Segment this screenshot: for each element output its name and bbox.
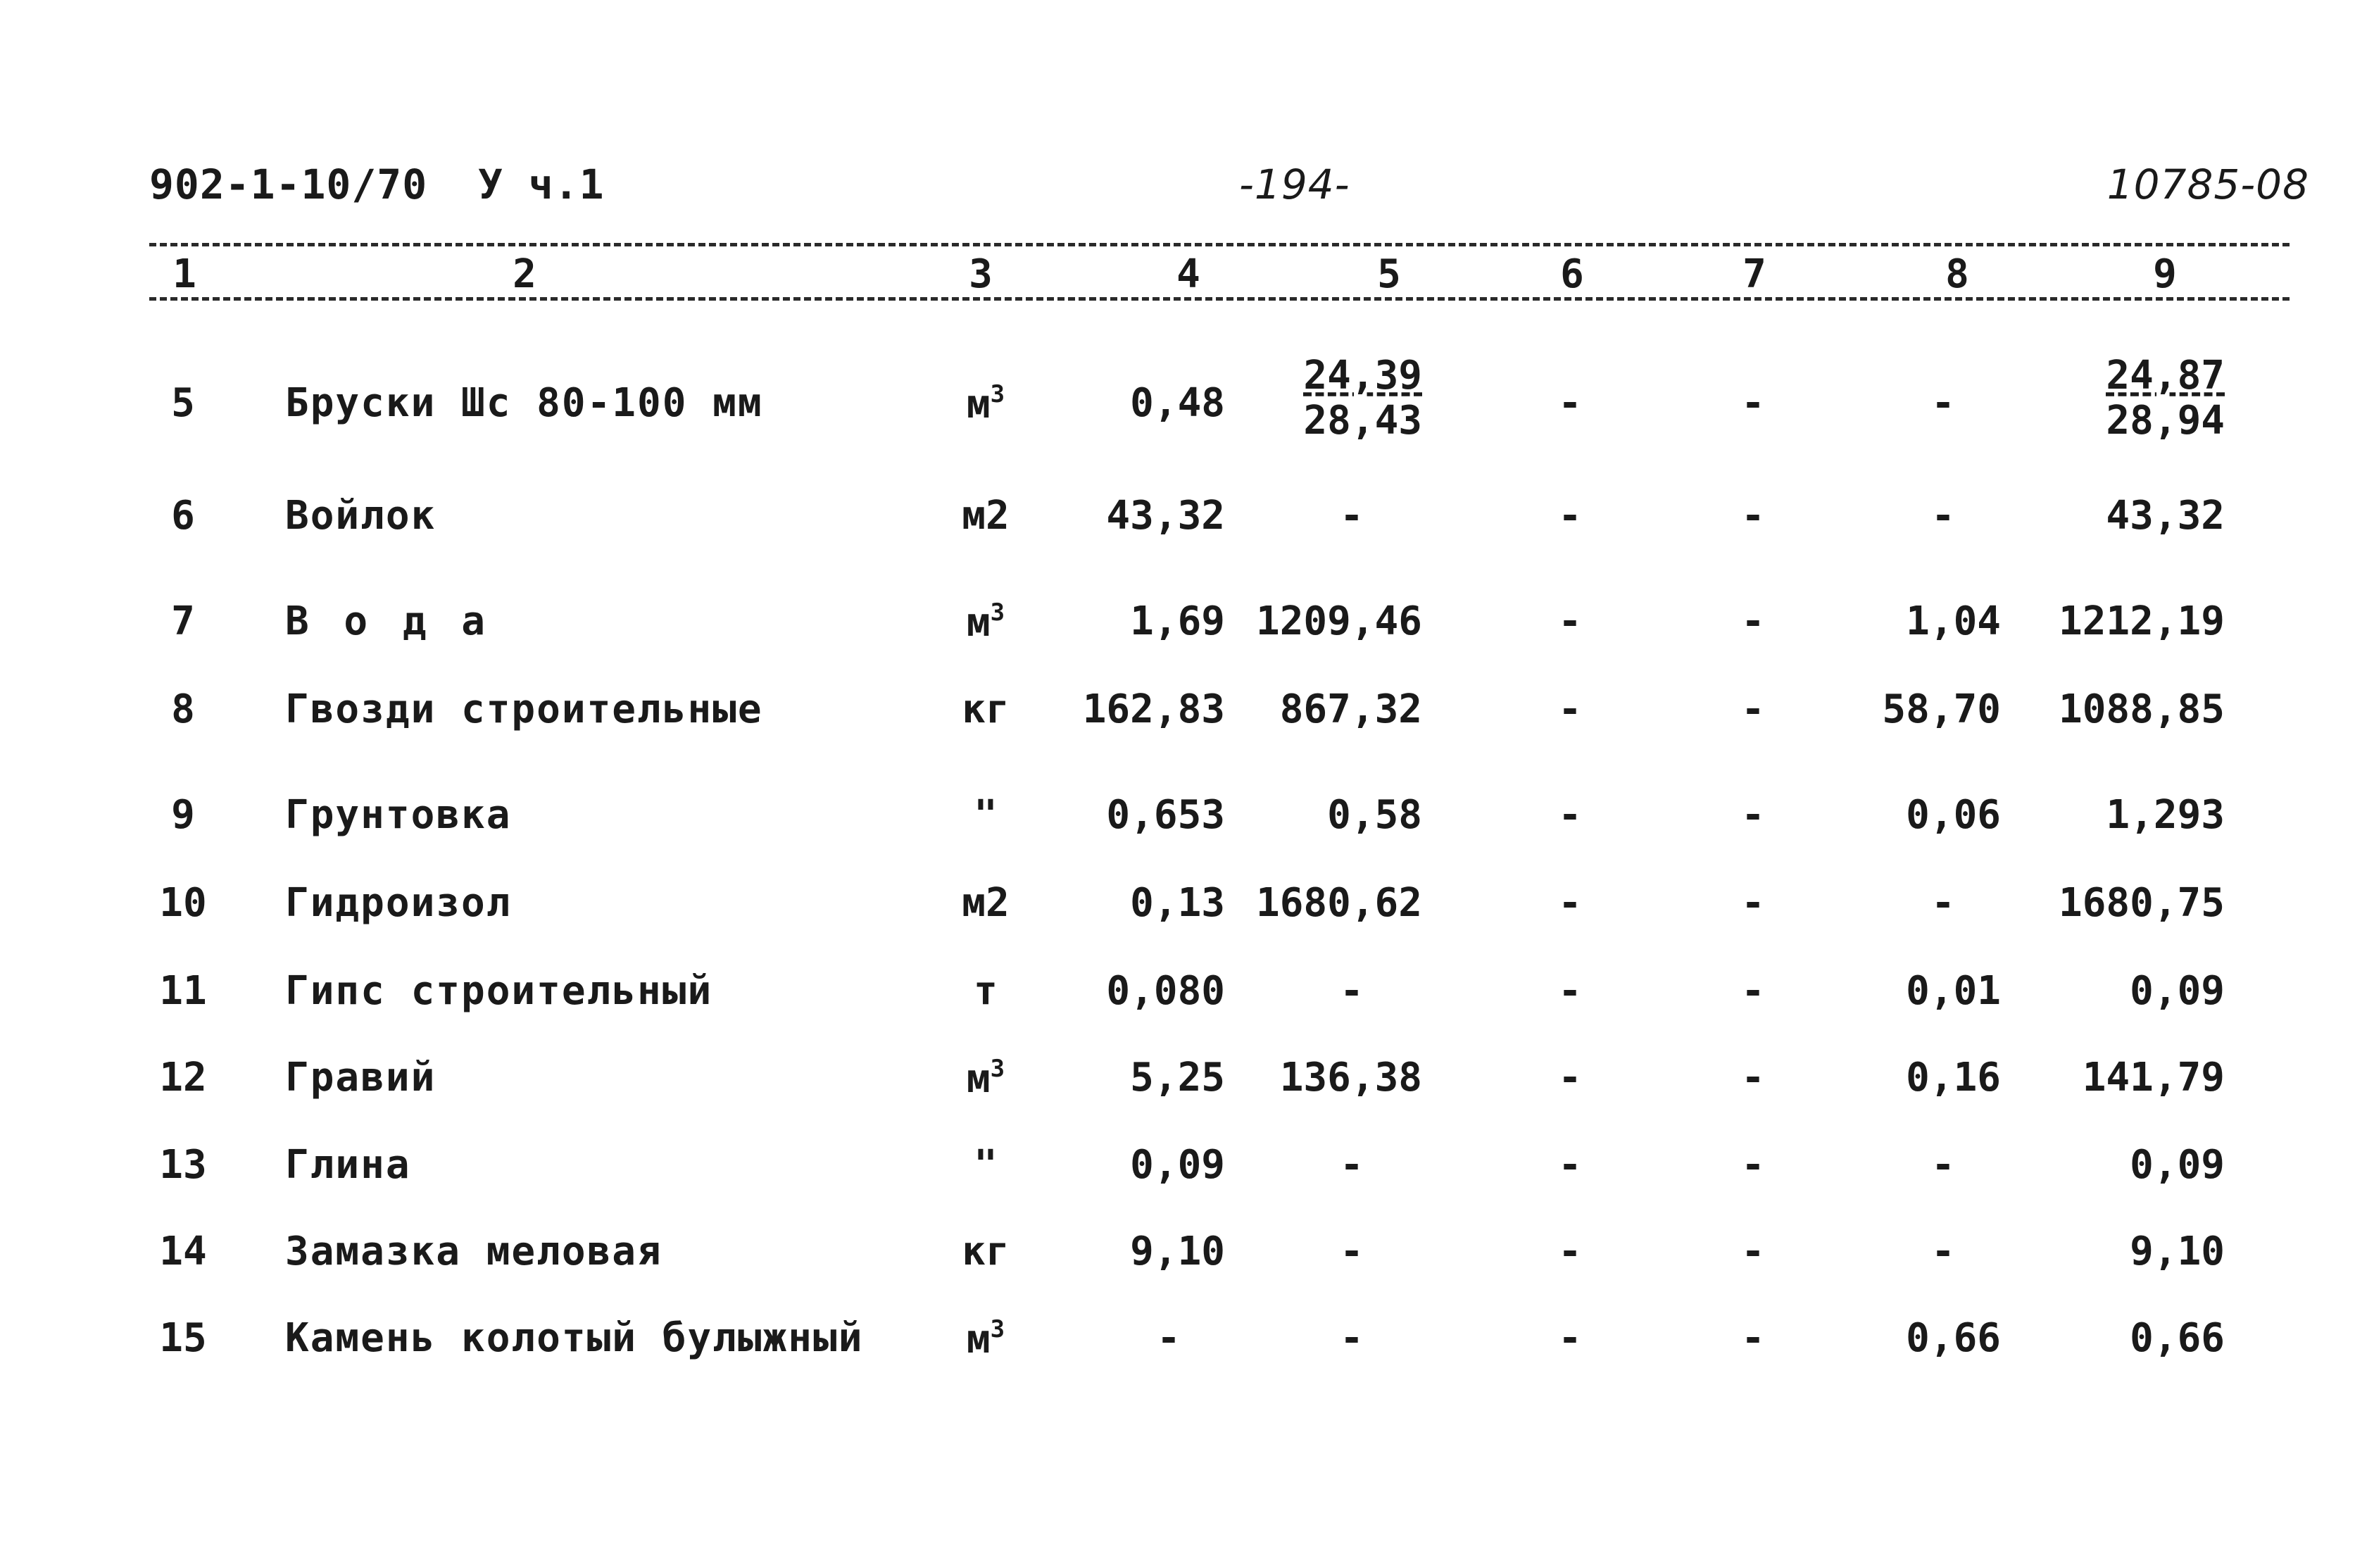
table-row (0, 493, 2374, 563)
material-name: Гипс строительный (285, 968, 713, 1014)
col9-value: 0,09 (2130, 1142, 2225, 1188)
material-name: Камень колотый булыжный (285, 1315, 864, 1361)
page-number: -194- (1239, 161, 1350, 208)
col8-value: 0,01 (1906, 968, 2001, 1014)
row-number: 15 (159, 1315, 207, 1361)
col7-value: - (1741, 792, 1765, 838)
col7-value: - (1741, 880, 1765, 926)
row-number: 14 (159, 1229, 207, 1274)
unit: " (974, 1142, 998, 1188)
unit: кг (962, 686, 1010, 732)
document-code (149, 161, 605, 208)
col9-value: 1088,85 (2058, 686, 2225, 732)
unit (954, 1055, 1017, 1102)
col4-value: 0,48 (1130, 380, 1225, 426)
table-row (0, 353, 2374, 444)
col5-value: 1680,62 (1255, 880, 1422, 926)
col9-value: 1212,19 (2058, 598, 2225, 644)
col4-value: 43,32 (1106, 493, 1225, 539)
col4-value: 1,69 (1130, 598, 1225, 644)
col7-value: - (1741, 380, 1765, 426)
row-number: 10 (159, 880, 207, 926)
col6-value: - (1558, 493, 1582, 539)
table-row (0, 686, 2374, 757)
col7-value: - (1741, 1229, 1765, 1274)
row-number: 5 (171, 380, 195, 426)
col6-value: - (1558, 1142, 1582, 1188)
col5-value: 867,32 (1279, 686, 1422, 732)
col4-value: 9,10 (1130, 1229, 1225, 1274)
unit-base: м (966, 600, 991, 646)
table-row (0, 1142, 2374, 1212)
table-header-rule (149, 297, 2290, 301)
col9-fraction (2106, 353, 2225, 444)
col9-value: 9,10 (2130, 1229, 2225, 1274)
col5-value: - (1340, 493, 1364, 539)
material-name: Гравий (285, 1055, 437, 1100)
table-row (0, 598, 2374, 669)
column-number-7: 7 (1742, 251, 1766, 297)
material-name: Замазка меловая (285, 1229, 662, 1274)
material-name: В о д а (285, 598, 491, 644)
column-number-3: 3 (969, 251, 993, 297)
col5-fraction (1303, 353, 1422, 444)
col4-value: 0,080 (1106, 968, 1225, 1014)
fraction-bottom: 28,43 (1303, 398, 1422, 444)
material-name: Глина (285, 1142, 411, 1188)
col7-value: - (1741, 1142, 1765, 1188)
table-row (0, 1229, 2374, 1299)
row-number: 13 (159, 1142, 207, 1188)
col6-value: - (1558, 380, 1582, 426)
col6-value: - (1558, 968, 1582, 1014)
col6-value: - (1558, 1315, 1582, 1361)
row-number: 11 (159, 968, 207, 1014)
col5-value: - (1340, 1142, 1364, 1188)
unit-base: м (966, 382, 991, 427)
col5-value: 1209,46 (1255, 598, 1422, 644)
unit: " (974, 792, 998, 838)
unit-base: м (966, 1056, 991, 1102)
fraction-bottom: 28,94 (2106, 398, 2225, 444)
col6-value: - (1558, 880, 1582, 926)
col4-value: 162,83 (1082, 686, 1225, 732)
doc-part: У ч.1 (477, 161, 605, 208)
col4-value: 0,653 (1106, 792, 1225, 838)
col4-value: 0,09 (1130, 1142, 1225, 1188)
column-number-5: 5 (1377, 251, 1401, 297)
table-row (0, 1055, 2374, 1125)
col8-value: 0,16 (1906, 1055, 2001, 1100)
column-number-8: 8 (1945, 251, 1969, 297)
row-number: 12 (159, 1055, 207, 1100)
col7-value: - (1741, 493, 1765, 539)
col8-value: - (1931, 493, 1955, 539)
col8-value: - (1931, 380, 1955, 426)
row-number: 7 (171, 598, 195, 644)
unit-base: м (966, 1317, 991, 1362)
material-name: Грунтовка (285, 792, 512, 838)
row-number: 6 (171, 493, 195, 539)
column-number-9: 9 (2153, 251, 2177, 297)
col6-value: - (1558, 598, 1582, 644)
fraction-top: 24,39 (1303, 353, 1422, 399)
unit-superscript: 3 (990, 380, 1005, 408)
col9-value: 0,66 (2130, 1315, 2225, 1361)
unit-superscript: 3 (990, 1315, 1005, 1343)
col9-value: 0,09 (2130, 968, 2225, 1014)
col8-value: 1,04 (1906, 598, 2001, 644)
archive-code: 10785-08 (2106, 161, 2309, 208)
col4-value: 0,13 (1130, 880, 1225, 926)
doc-code: 902-1-10/70 (149, 161, 428, 208)
col6-value: - (1558, 792, 1582, 838)
column-number-6: 6 (1560, 251, 1584, 297)
col9-value: 1680,75 (2058, 880, 2225, 926)
unit: м2 (962, 493, 1010, 539)
col8-value: 58,70 (1882, 686, 2001, 732)
col7-value: - (1741, 1055, 1765, 1100)
row-number: 8 (171, 686, 195, 732)
col5-value: - (1340, 1315, 1364, 1361)
col7-value: - (1741, 968, 1765, 1014)
table-row (0, 792, 2374, 863)
col7-value: - (1741, 1315, 1765, 1361)
unit: т (974, 968, 998, 1014)
row-number: 9 (171, 792, 195, 838)
col4-value: 5,25 (1130, 1055, 1225, 1100)
unit: кг (962, 1229, 1010, 1274)
column-number-2: 2 (513, 251, 536, 297)
col6-value: - (1558, 1055, 1582, 1100)
table-row (0, 880, 2374, 951)
col5-value: 136,38 (1279, 1055, 1422, 1100)
col7-value: - (1741, 686, 1765, 732)
col9-value: 141,79 (2082, 1055, 2225, 1100)
material-name: Войлок (285, 493, 437, 539)
col8-value: - (1931, 1142, 1955, 1188)
column-number-4: 4 (1176, 251, 1200, 297)
unit (954, 1315, 1017, 1362)
unit (954, 598, 1017, 646)
column-number-1: 1 (172, 251, 196, 297)
col5-value: 0,58 (1327, 792, 1422, 838)
material-name: Гвозди строительные (285, 686, 763, 732)
unit (954, 380, 1017, 427)
col9-value: 1,293 (2106, 792, 2225, 838)
col5-value: - (1340, 968, 1364, 1014)
col8-value: 0,06 (1906, 792, 2001, 838)
col7-value: - (1741, 598, 1765, 644)
unit-superscript: 3 (990, 1055, 1005, 1083)
col6-value: - (1558, 686, 1582, 732)
col9-value: 43,32 (2106, 493, 2225, 539)
col5-value: - (1340, 1229, 1364, 1274)
col8-value: 0,66 (1906, 1315, 2001, 1361)
table-top-rule (149, 243, 2290, 246)
fraction-top: 24,87 (2106, 353, 2225, 399)
col6-value: - (1558, 1229, 1582, 1274)
table-row (0, 1315, 2374, 1386)
material-name: Гидроизол (285, 880, 512, 926)
table-row (0, 968, 2374, 1039)
col8-value: - (1931, 880, 1955, 926)
col4-value: - (1157, 1315, 1181, 1361)
unit: м2 (962, 880, 1010, 926)
col8-value: - (1931, 1229, 1955, 1274)
unit-superscript: 3 (990, 598, 1005, 627)
material-name: Бруски Шс 80-100 мм (285, 380, 763, 426)
